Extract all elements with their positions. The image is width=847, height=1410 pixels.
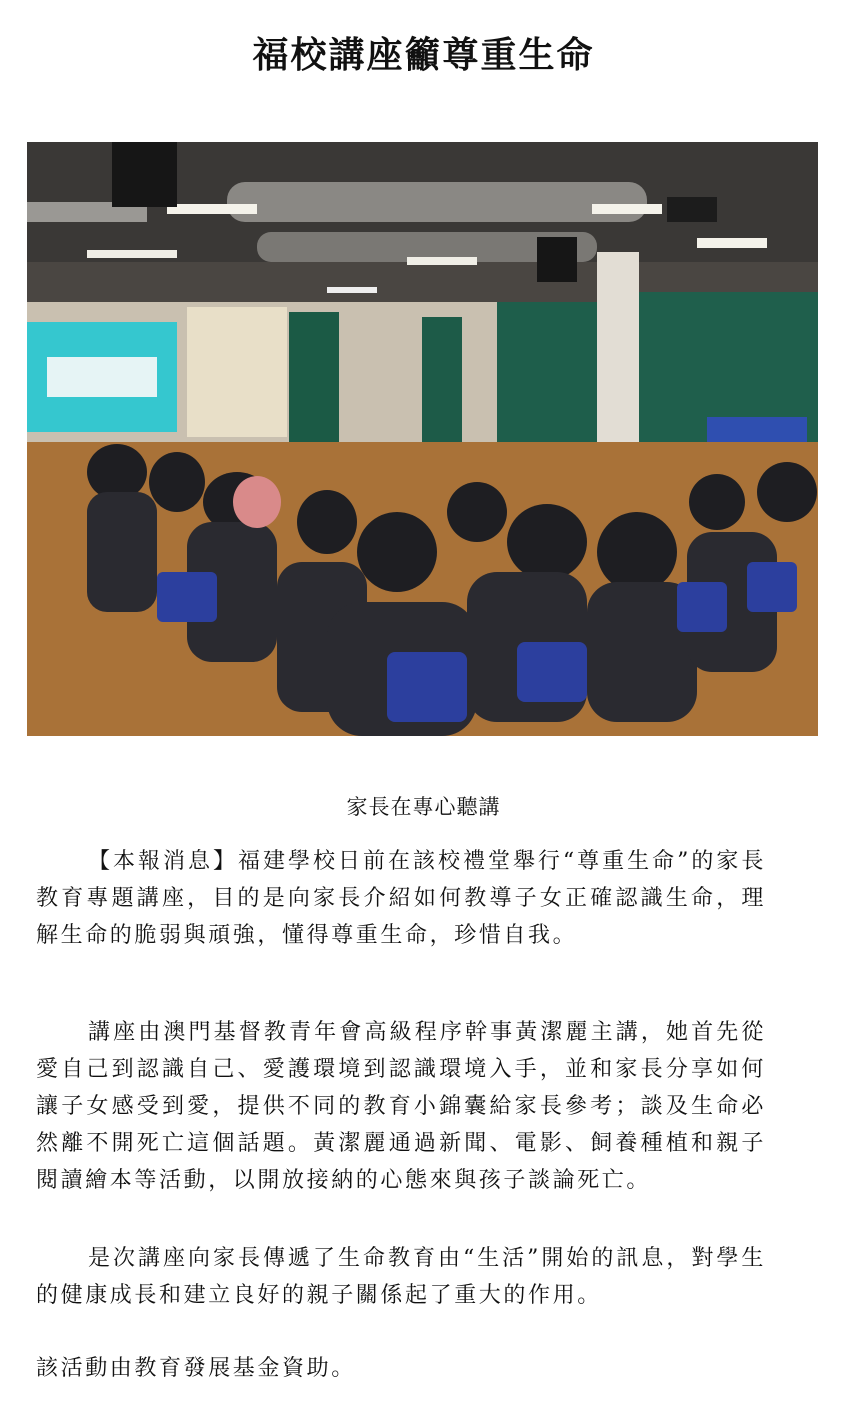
funding-note: 該活動由教育發展基金資助。	[36, 1356, 356, 1381]
article-title: 福校講座籲尊重生命	[252, 35, 595, 76]
article-paragraph: 是次講座向家長傳遞了生命教育由“生活”開始的訊息，對學生的健康成長和建立良好的親子關係起了重大的作用。	[36, 1246, 766, 1308]
photo-caption: 家長在專心聽講	[346, 795, 501, 819]
article-paragraph: 【本報消息】福建學校日前在該校禮堂舉行“尊重生命”的家長教育專題講座，目的是向家長介紹如何教導子女正確認識生命，理解生命的脆弱與頑強，懂得尊重生命，珍惜自我。	[36, 849, 766, 948]
article-paragraph: 講座由澳門基督教青年會高級程序幹事黃潔麗主講，她首先從愛自己到認識自己、愛護環境到認識環境入手，並和家長分享如何讓子女感受到愛，提供不同的教育小錦囊給家長參考；談及生命必然離不開死亡這個話題。黃潔麗通過新聞、電影、飼養種植和親子閱讀繪本等活動，以開放接納的心態來與孩子談論死亡。	[36, 1020, 766, 1193]
lecture-photo	[27, 142, 818, 736]
